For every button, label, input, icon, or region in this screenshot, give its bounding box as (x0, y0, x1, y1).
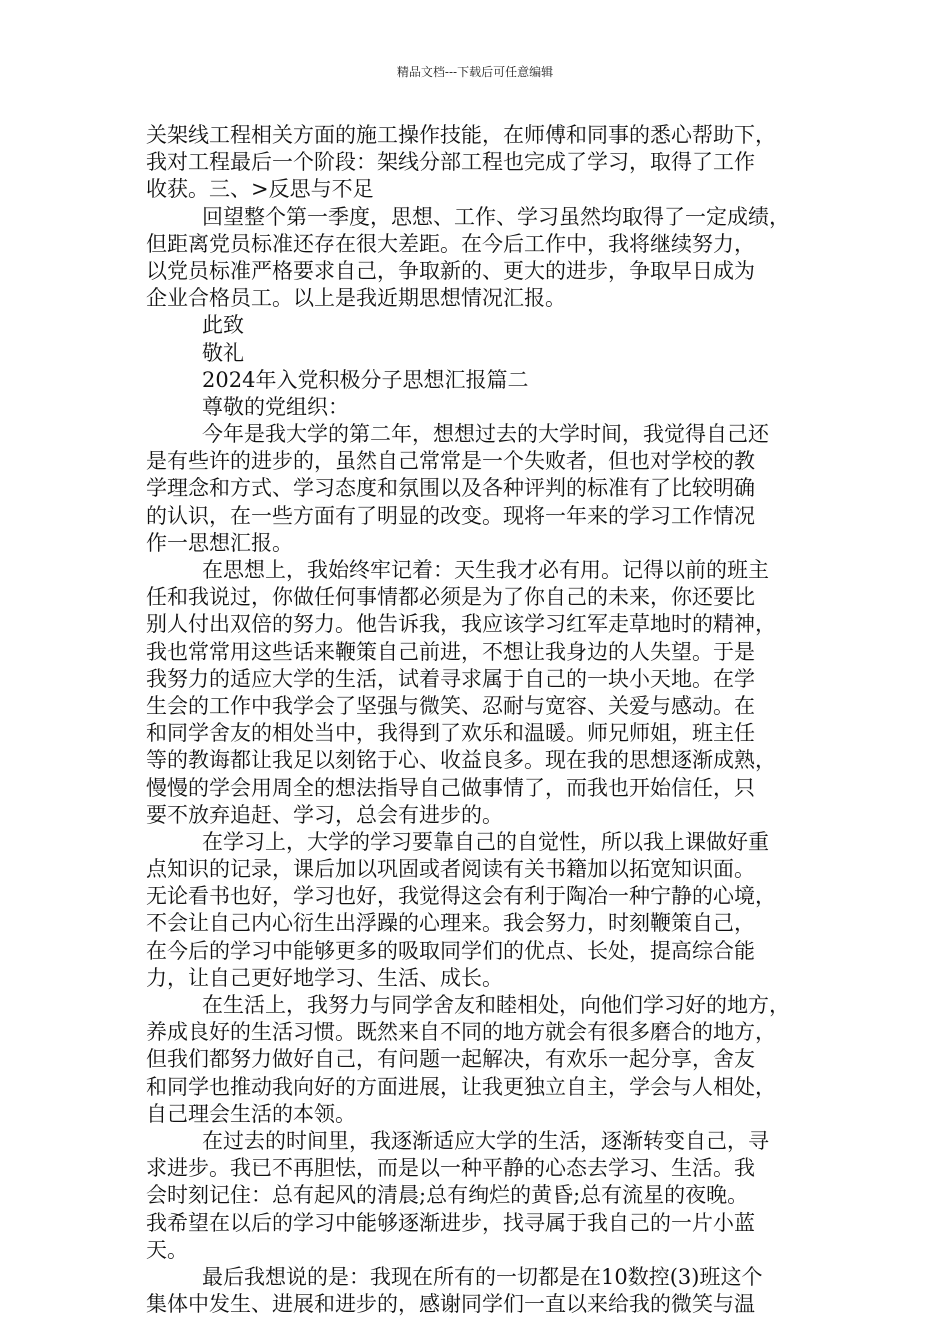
text-line: 求进步。我已不再胆怯，而是以一种平静的心态去学习、生活。我 (146, 1156, 755, 1181)
text-line: 在今后的学习中能够更多的吸取同学们的优点、长处，提高综合能 (146, 938, 755, 963)
text-line: 回望整个第一季度，思想、工作、学习虽然均取得了一定成绩， (202, 204, 790, 229)
text-line: 在生活上，我努力与同学舍友和睦相处，向他们学习好的地方， (202, 993, 790, 1017)
text-line: 但距离党员标准还存在很大差距。在今后工作中，我将继续努力， (146, 231, 755, 256)
text-line: 别人付出双倍的努力。他告诉我，我应该学习红军走草地时的精神， (146, 612, 776, 637)
text-line: 天。 (146, 1237, 188, 1262)
text-line: 我对工程最后一个阶段：架线分部工程也完成了学习，取得了工作 (146, 150, 755, 175)
text-line: 收获。三、>反思与不足 (146, 177, 374, 202)
text-line: 作一思想汇报。 (146, 530, 293, 555)
text-line: 等的教诲都让我足以刻铭于心、收益良多。现在我的思想逐渐成熟， (146, 748, 776, 773)
text-line: 我也常常用这些话来鞭策自己前进，不想让我身边的人失望。于是 (146, 639, 755, 664)
text-line: 企业合格员工。以上是我近期思想情况汇报。 (146, 286, 566, 311)
text-line: 学理念和方式、学习态度和氛围以及各种评判的标准有了比较明确 (146, 476, 755, 501)
text-line: 生会的工作中我学会了坚强与微笑、忍耐与宽容、关爱与感动。在 (146, 693, 755, 718)
text-line: 养成良好的生活习惯。既然来自不同的地方就会有很多磨合的地方， (146, 1020, 776, 1045)
text-line: 和同学舍友的相处当中，我得到了欢乐和温暖。师兄师姐，班主任 (146, 721, 755, 746)
text-line: 在过去的时间里，我逐渐适应大学的生活，逐渐转变自己，寻 (202, 1128, 769, 1153)
text-line: 但我们都努力做好自己，有问题一起解决，有欢乐一起分享，舍友 (146, 1047, 755, 1072)
text-line: 力，让自己更好地学习、生活、成长。 (146, 965, 503, 990)
text-line: 敬礼 (202, 340, 244, 365)
text-line: 在学习上，大学的学习要靠自己的自觉性，所以我上课做好重 (202, 829, 769, 854)
text-line: 慢慢的学会用周全的想法指导自己做事情了，而我也开始信任，只 (146, 775, 755, 800)
text-line: 任和我说过，你做任何事情都必须是为了你自己的未来，你还要比 (146, 585, 755, 610)
text-line: 今年是我大学的第二年，想想过去的大学时间，我觉得自己还 (202, 422, 769, 447)
text-line: 集体中发生、进展和进步的，感谢同学们一直以来给我的微笑与温 (146, 1292, 755, 1317)
text-line: 尊敬的党组织： (202, 394, 349, 419)
text-line: 以党员标准严格要求自己，争取新的、更大的进步，争取早日成为 (146, 258, 755, 283)
text-line: 会时刻记住：总有起风的清晨;总有绚烂的黄昏;总有流星的夜晚。 (146, 1183, 749, 1208)
text-line: 关架线工程相关方面的施工操作技能，在师傅和同事的悉心帮助下， (146, 123, 776, 147)
text-line: 我希望在以后的学习中能够逐渐进步，找寻属于我自己的一片小蓝 (146, 1210, 755, 1235)
text-line: 和同学也推动我向好的方面进展，让我更独立自主，学会与人相处， (146, 1074, 776, 1099)
page-header: 精品文档---下载后可任意编辑 (396, 65, 554, 79)
document-body (146, 122, 814, 1318)
text-line: 的认识，在一些方面有了明显的改变。现将一年来的学习工作情况 (146, 503, 755, 528)
text-line: 要不放弃追赶、学习，总会有进步的。 (146, 802, 503, 827)
text-line: 在思想上，我始终牢记着：天生我才必有用。记得以前的班主 (202, 558, 769, 582)
text-line: 2024年入党积极分子思想汇报篇二 (202, 367, 529, 392)
text-line: 我努力的适应大学的生活，试着寻求属于自己的一块小天地。在学 (146, 666, 755, 691)
text-line: 此致 (202, 313, 244, 338)
text-line: 无论看书也好，学习也好，我觉得这会有利于陶冶一种宁静的心境， (146, 884, 776, 909)
text-line: 点知识的记录，课后加以巩固或者阅读有关书籍加以拓宽知识面。 (146, 857, 755, 882)
text-line: 最后我想说的是：我现在所有的一切都是在10数控(3)班这个 (202, 1264, 763, 1289)
text-line: 不会让自己内心衍生出浮躁的心理来。我会努力，时刻鞭策自己， (146, 911, 755, 936)
text-line: 自己理会生活的本领。 (146, 1101, 356, 1126)
text-line: 是有些许的进步的，虽然自己常常是一个失败者，但也对学校的教 (146, 449, 755, 474)
